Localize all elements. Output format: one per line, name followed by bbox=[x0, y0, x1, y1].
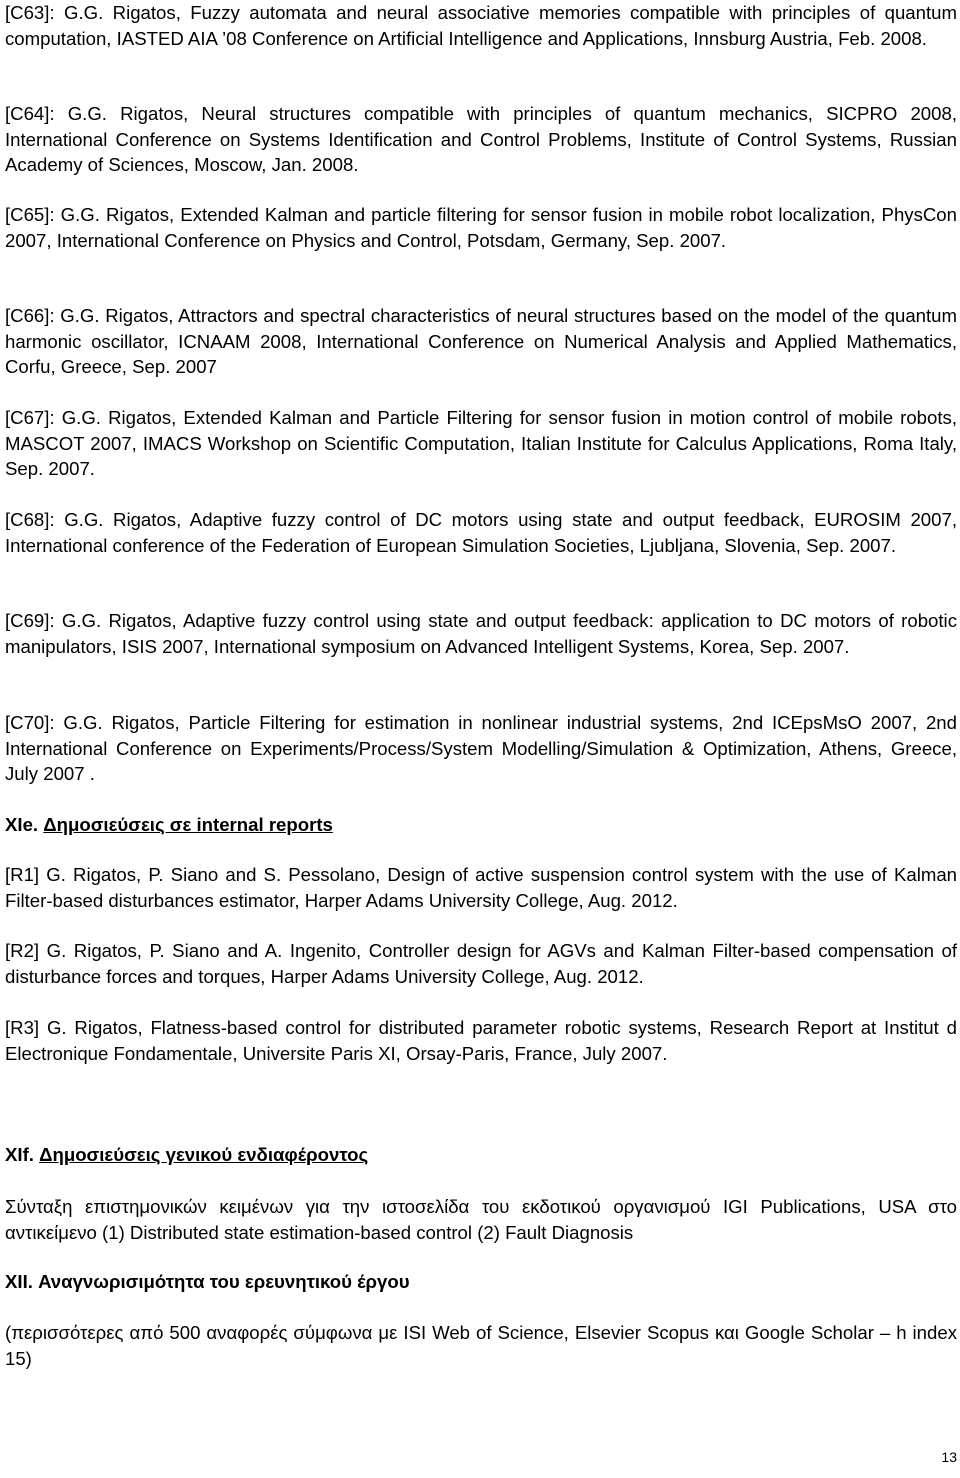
report-r2: [R2] G. Rigatos, P. Siano and A. Ingenito, Controller design for AGVs and Kalman Filter-based compensation of disturbance forces and torques, Harper Adams University College, Aug. 2012. bbox=[5, 940, 957, 987]
reference-c65: [C65]: G.G. Rigatos, Extended Kalman and particle filtering for sensor fusion in mobile robot localization, PhysCon 2007, International Conference on Physics and Control, Potsdam, Germany, Sep. 2007. bbox=[5, 204, 957, 251]
report-r3: [R3] G. Rigatos, Flatness-based control for distributed parameter robotic systems, Research Report at Institut d Electronique Fondamentale, Universite Paris XI, Orsay-Paris, France, July 2007. bbox=[5, 1017, 957, 1064]
reference-c66: [C66]: G.G. Rigatos, Attractors and spectral characteristics of neural structures based on the model of the quantum harmonic oscillator, ICNAAM 2008, International Conference on Numerical Analysis and Applied Mathematics, Corfu, Greece, Sep. 2007 bbox=[5, 305, 957, 377]
section-title: Δημοσιεύσεις γενικού ενδιαφέροντος bbox=[39, 1144, 369, 1165]
report-r1: [R1] G. Rigatos, P. Siano and S. Pessolano, Design of active suspension control system with the use of Kalman Filter-based disturbances estimator, Harper Adams University College, Aug. 2012. bbox=[5, 864, 957, 911]
section-number: XIe. bbox=[5, 814, 44, 835]
reference-c67: [C67]: G.G. Rigatos, Extended Kalman and Particle Filtering for sensor fusion in motion control of mobile robots, MASCOT 2007, IMACS Workshop on Scientific Computation, Italian Institute for Calculus Applications, Roma Italy, Sep. 2007. bbox=[5, 407, 957, 479]
reference-c68: [C68]: G.G. Rigatos, Adaptive fuzzy control of DC motors using state and output feedback, EUROSIM 2007, International conference of the Federation of European Simulation Societies, Ljubljana, Slovenia, Sep. 2007. bbox=[5, 509, 957, 556]
page-number: 13 bbox=[941, 1449, 957, 1465]
section-heading-general-interest bbox=[5, 1142, 957, 1168]
section-title: Δημοσιεύσεις σε internal reports bbox=[43, 814, 333, 835]
reference-c63: [C63]: G.G. Rigatos, Fuzzy automata and neural associative memories compatible with principles of quantum computation, IASTED AIA ’08 Conference on Artificial Intelligence and Applications, Innsburg Austria, Feb. 2008. bbox=[5, 2, 957, 49]
section-number: XIf. bbox=[5, 1144, 40, 1165]
reference-c70: [C70]: G.G. Rigatos, Particle Filtering for estimation in nonlinear industrial systems, 2nd ICEpsMsO 2007, 2nd International Conference on Experiments/Process/System Modelling/Simulation & Optimization, Athens, Greece, July 2007 . bbox=[5, 712, 957, 784]
section-heading-recognition: XII. Αναγνωρισιμότητα του ερευνητικού έργου bbox=[5, 1271, 410, 1292]
section-heading-internal-reports bbox=[5, 812, 957, 838]
reference-c69: [C69]: G.G. Rigatos, Adaptive fuzzy control using state and output feedback: application to DC motors of robotic manipulators, ISIS 2007, International symposium on Advanced Intelligent Systems, Korea, Sep. 2007. bbox=[5, 610, 957, 657]
general-interest-body: Σύνταξη επιστημονικών κειμένων για την ιστοσελίδα του εκδοτικού οργανισμού IGI Publications, USA στο αντικείμενο (1) Distributed state estimation-based control (2) Fault Diagnosis bbox=[5, 1196, 957, 1243]
recognition-body: (περισσότερες από 500 αναφορές σύμφωνα με ISI Web of Science, Elsevier Scopus και Google Scholar – h index 15) bbox=[5, 1322, 957, 1369]
reference-c64: [C64]: G.G. Rigatos, Neural structures compatible with principles of quantum mechanics, SICPRO 2008, International Conference on Systems Identification and Control Problems, Institute of Control Systems, Russian Academy of Sciences, Moscow, Jan. 2008. bbox=[5, 103, 957, 175]
